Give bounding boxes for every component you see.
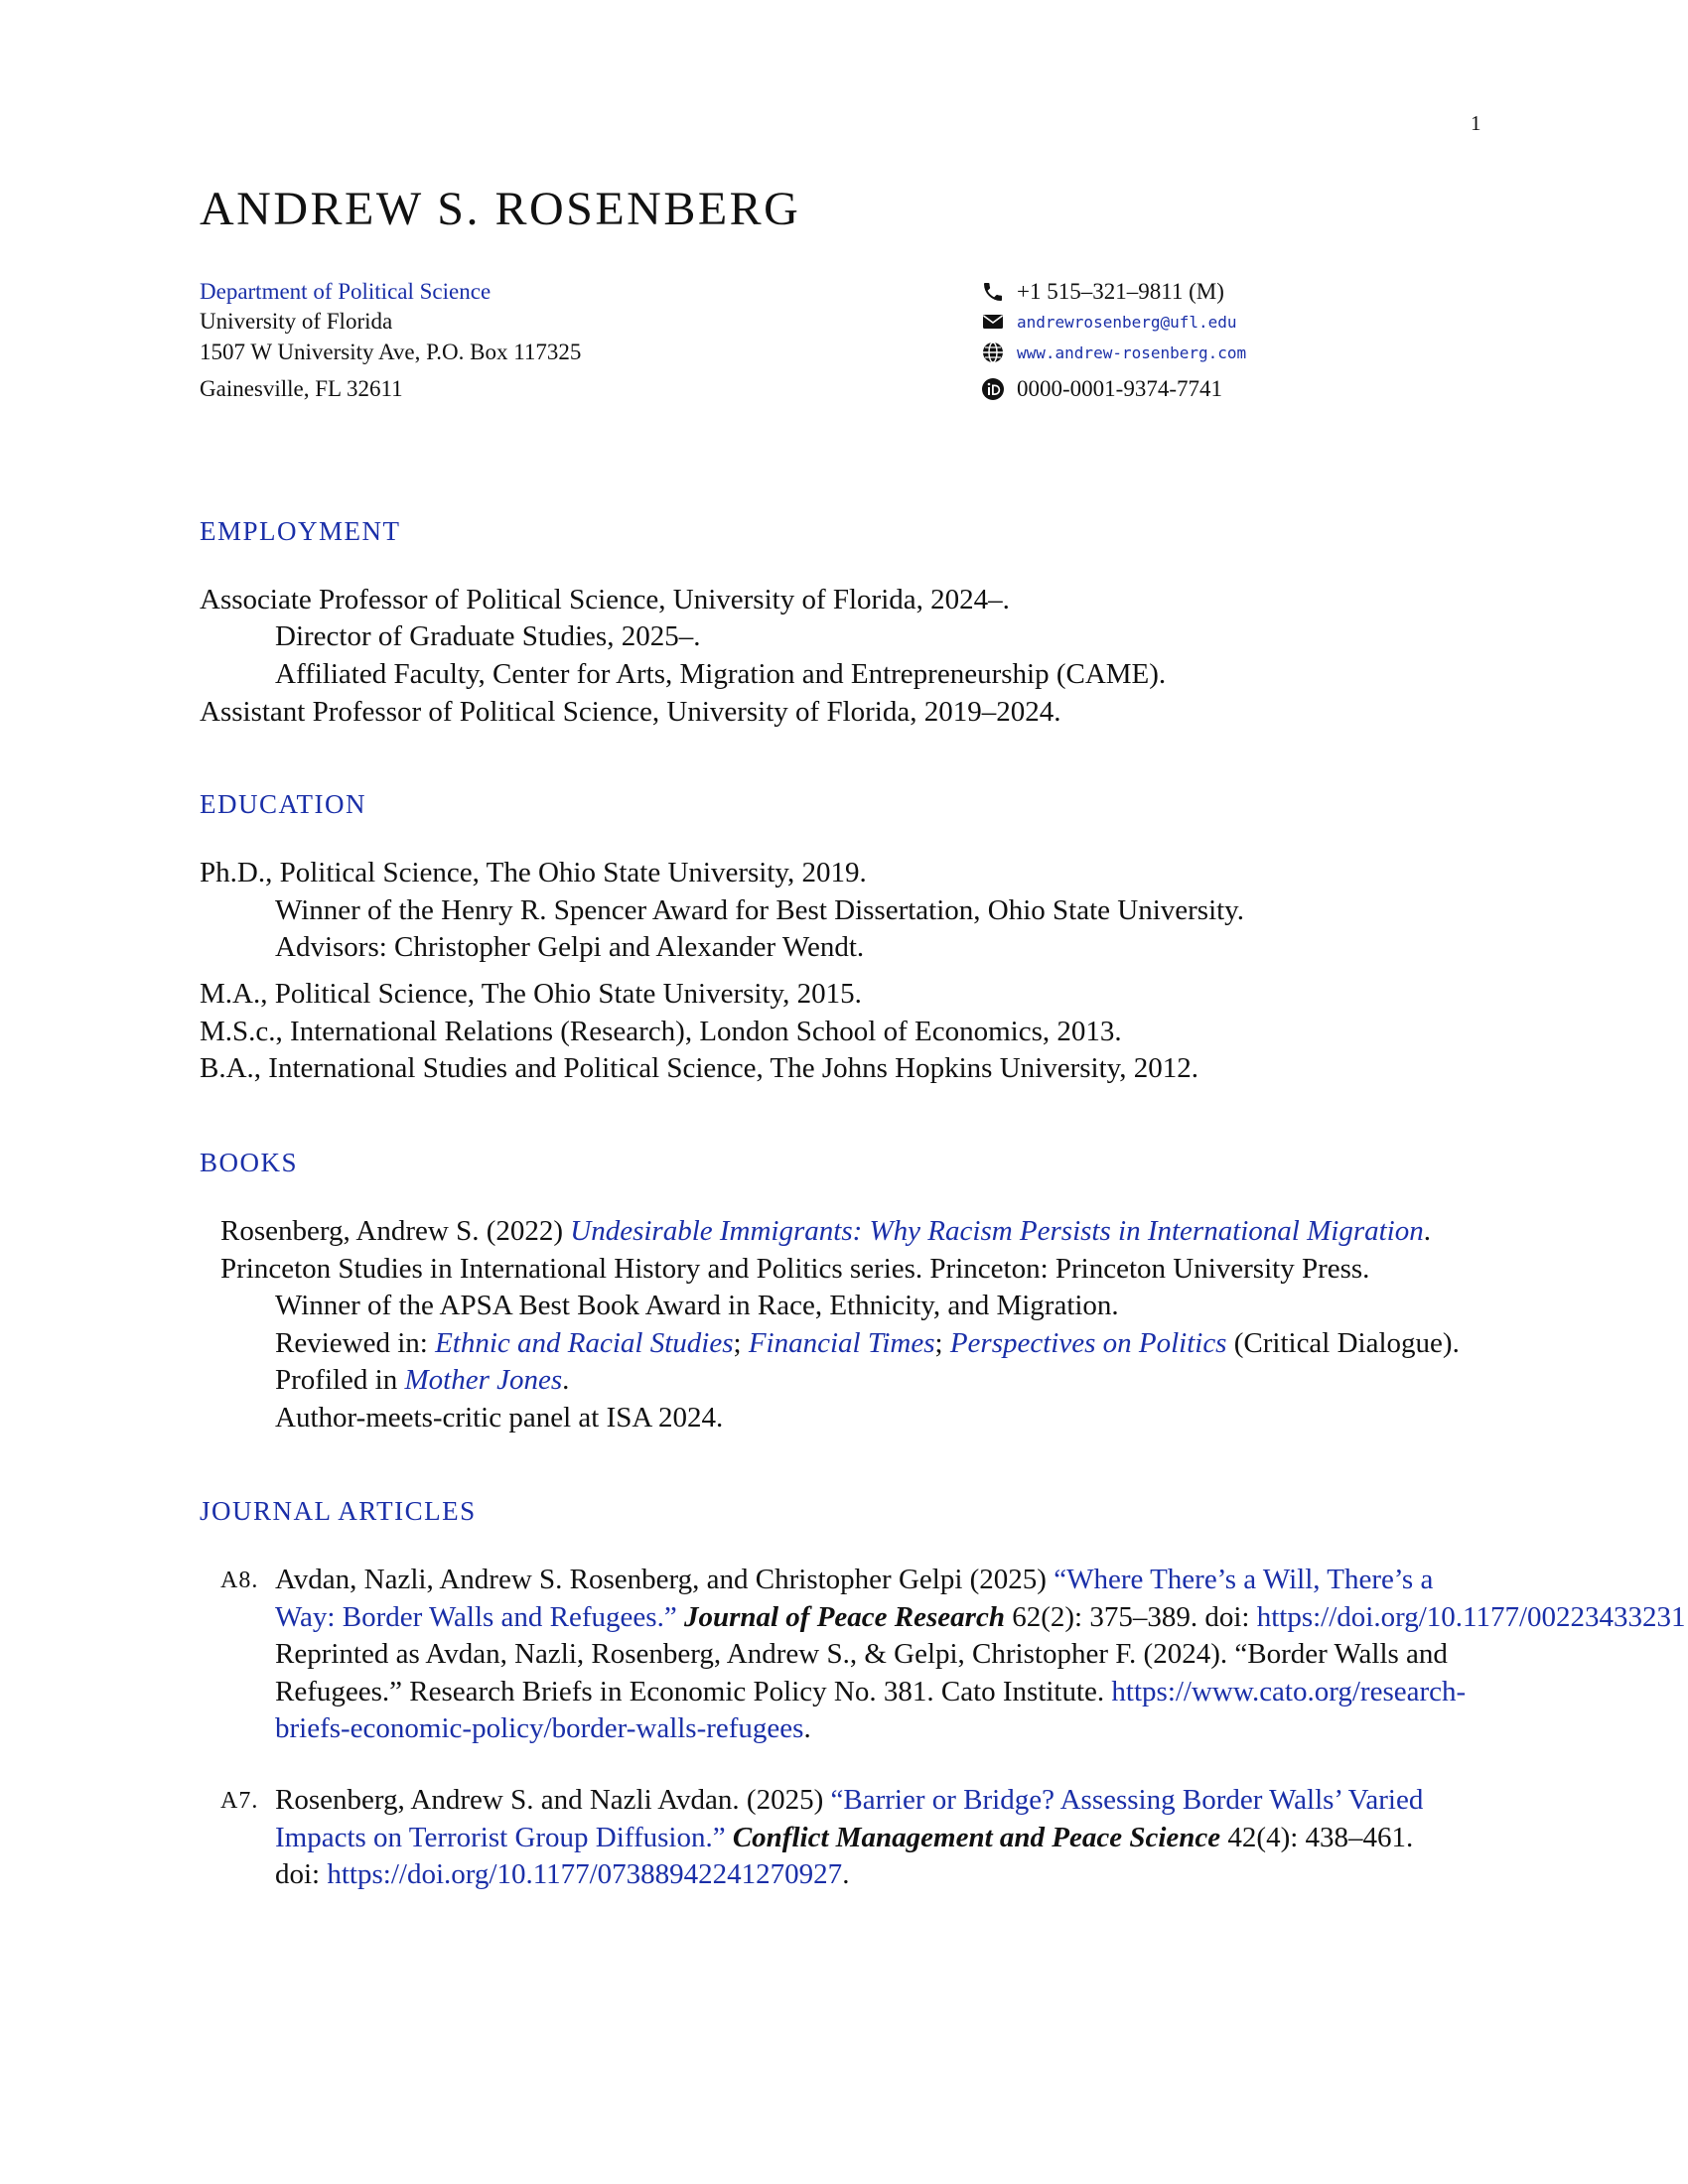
profile-link-motherjones[interactable]: Mother Jones (404, 1364, 563, 1396)
article-a8-line1 (275, 1564, 1433, 1596)
employment-heading: EMPLOYMENT (200, 516, 401, 546)
education-line: Ph.D., Political Science, The Ohio State University, 2019. (200, 857, 867, 888)
education-line: B.A., International Studies and Political Science, The Johns Hopkins University, 2012. (200, 1052, 1199, 1084)
education-line: Winner of the Henry R. Spencer Award for Best Dissertation, Ohio State University. (275, 894, 1245, 926)
book-authors: Rosenberg, Andrew S. (2022) (220, 1215, 571, 1247)
university: University of Florida (200, 309, 393, 334)
review-link-ers[interactable]: Ethnic and Racial Studies (435, 1327, 734, 1359)
education-heading: EDUCATION (200, 789, 366, 819)
article-a7-line3 (275, 1858, 849, 1891)
email-row (981, 310, 1237, 334)
article-a7-title-link-cont[interactable]: Impacts on Terrorist Group Diffusion.” (275, 1822, 726, 1853)
punct: . (1423, 1215, 1431, 1247)
separator: ; (733, 1327, 749, 1359)
books-heading: BOOKS (200, 1148, 299, 1177)
book-profiled (275, 1364, 569, 1397)
article-label: A8. (220, 1568, 259, 1593)
article-a8-reprint-line2 (275, 1676, 1466, 1708)
globe-icon (981, 341, 1005, 364)
orcid-icon (981, 377, 1005, 401)
article-a7-doi-link[interactable]: https://doi.org/10.1177/07388942241270927 (327, 1858, 843, 1890)
article-a7-line2 (275, 1822, 1413, 1854)
book-citation (220, 1215, 1431, 1248)
journal-articles-heading: JOURNAL ARTICLES (200, 1496, 477, 1526)
punct: . (562, 1364, 570, 1396)
journal-name: Conflict Management and Peace Science (732, 1822, 1221, 1853)
article-authors: Avdan, Nazli, Andrew S. Rosenberg, and Christopher Gelpi (2025) (275, 1564, 1055, 1595)
article-a8-line2 (275, 1601, 1686, 1634)
review-link-ft[interactable]: Financial Times (748, 1327, 935, 1359)
review-link-pop[interactable]: Perspectives on Politics (949, 1327, 1227, 1359)
email-link[interactable]: andrewrosenberg@ufl.edu (1017, 312, 1237, 332)
article-a8-doi-link[interactable]: https://doi.org/10.1177/00223433231 (1256, 1601, 1686, 1633)
cato-link-cont[interactable]: briefs-economic-policy/border-walls-refugees (275, 1712, 804, 1744)
street-address: 1507 W University Ave, P.O. Box 117325 (200, 340, 582, 364)
website-row (981, 341, 1246, 364)
book-series: Princeton Studies in International History and Politics series. Princeton: Princeton University Press. (220, 1253, 1370, 1285)
book-title-link[interactable]: Undesirable Immigrants: Why Racism Persists in International Migration (570, 1215, 1424, 1247)
employment-line: Associate Professor of Political Science, University of Florida, 2024–. (200, 584, 1010, 615)
reprint-text: Refugees.” Research Briefs in Economic Policy No. 381. Cato Institute. (275, 1676, 1112, 1707)
phone-number: +1 515–321–9811 (M) (1017, 279, 1224, 304)
orcid-id: 0000-0001-9374-7741 (1017, 376, 1222, 401)
employment-line: Assistant Professor of Political Science, University of Florida, 2019–2024. (200, 696, 1061, 728)
article-details: 42(4): 438–461. (1220, 1822, 1414, 1853)
doi-label: doi: (275, 1858, 328, 1890)
website-link[interactable]: www.andrew-rosenberg.com (1017, 342, 1247, 362)
cv-name: ANDREW S. ROSENBERG (200, 183, 801, 235)
article-a8-reprint-line1: Reprinted as Avdan, Nazli, Rosenberg, Andrew S., & Gelpi, Christopher F. (2024). “Border Walls and (275, 1638, 1448, 1670)
employment-line: Affiliated Faculty, Center for Arts, Migration and Entrepreneurship (CAME). (275, 658, 1167, 690)
phone-row (981, 279, 1224, 305)
article-a7-title-link[interactable]: “Barrier or Bridge? Assessing Border Walls’ Varied (830, 1784, 1424, 1816)
separator: ; (934, 1327, 950, 1359)
article-details: 62(2): 375–389. doi: (1004, 1601, 1257, 1633)
city-address: Gainesville, FL 32611 (200, 376, 403, 401)
education-line: M.S.c., International Relations (Research), London School of Economics, 2013. (200, 1016, 1122, 1047)
journal-name: Journal of Peace Research (683, 1601, 1005, 1633)
article-a7-line1 (275, 1784, 1423, 1817)
phone-icon (981, 280, 1005, 304)
book-award: Winner of the APSA Best Book Award in Race, Ethnicity, and Migration. (275, 1290, 1119, 1321)
cato-link[interactable]: https://www.cato.org/research- (1111, 1676, 1467, 1707)
article-label: A7. (220, 1788, 259, 1814)
article-authors: Rosenberg, Andrew S. and Nazli Avdan. (2025) (275, 1784, 831, 1816)
department-link[interactable]: Department of Political Science (200, 279, 492, 304)
review-suffix: (Critical Dialogue). (1226, 1327, 1460, 1359)
punct: . (842, 1858, 850, 1890)
page-number: 1 (1471, 111, 1481, 135)
article-a8-title-link[interactable]: “Where There’s a Will, There’s a (1054, 1564, 1434, 1595)
employment-line: Director of Graduate Studies, 2025–. (275, 620, 701, 652)
orcid-row (981, 376, 1222, 402)
book-panel: Author-meets-critic panel at ISA 2024. (275, 1402, 724, 1433)
article-a8-title-link-cont[interactable]: Way: Border Walls and Refugees.” (275, 1601, 677, 1633)
education-line: Advisors: Christopher Gelpi and Alexander Wendt. (275, 931, 865, 963)
profiled-label: Profiled in (275, 1364, 405, 1396)
punct: . (803, 1712, 811, 1744)
reviewed-label: Reviewed in: (275, 1327, 436, 1359)
book-reviews (275, 1327, 1460, 1360)
article-a8-reprint-line3 (275, 1712, 811, 1745)
envelope-icon (981, 310, 1005, 334)
education-line: M.A., Political Science, The Ohio State University, 2015. (200, 978, 862, 1010)
